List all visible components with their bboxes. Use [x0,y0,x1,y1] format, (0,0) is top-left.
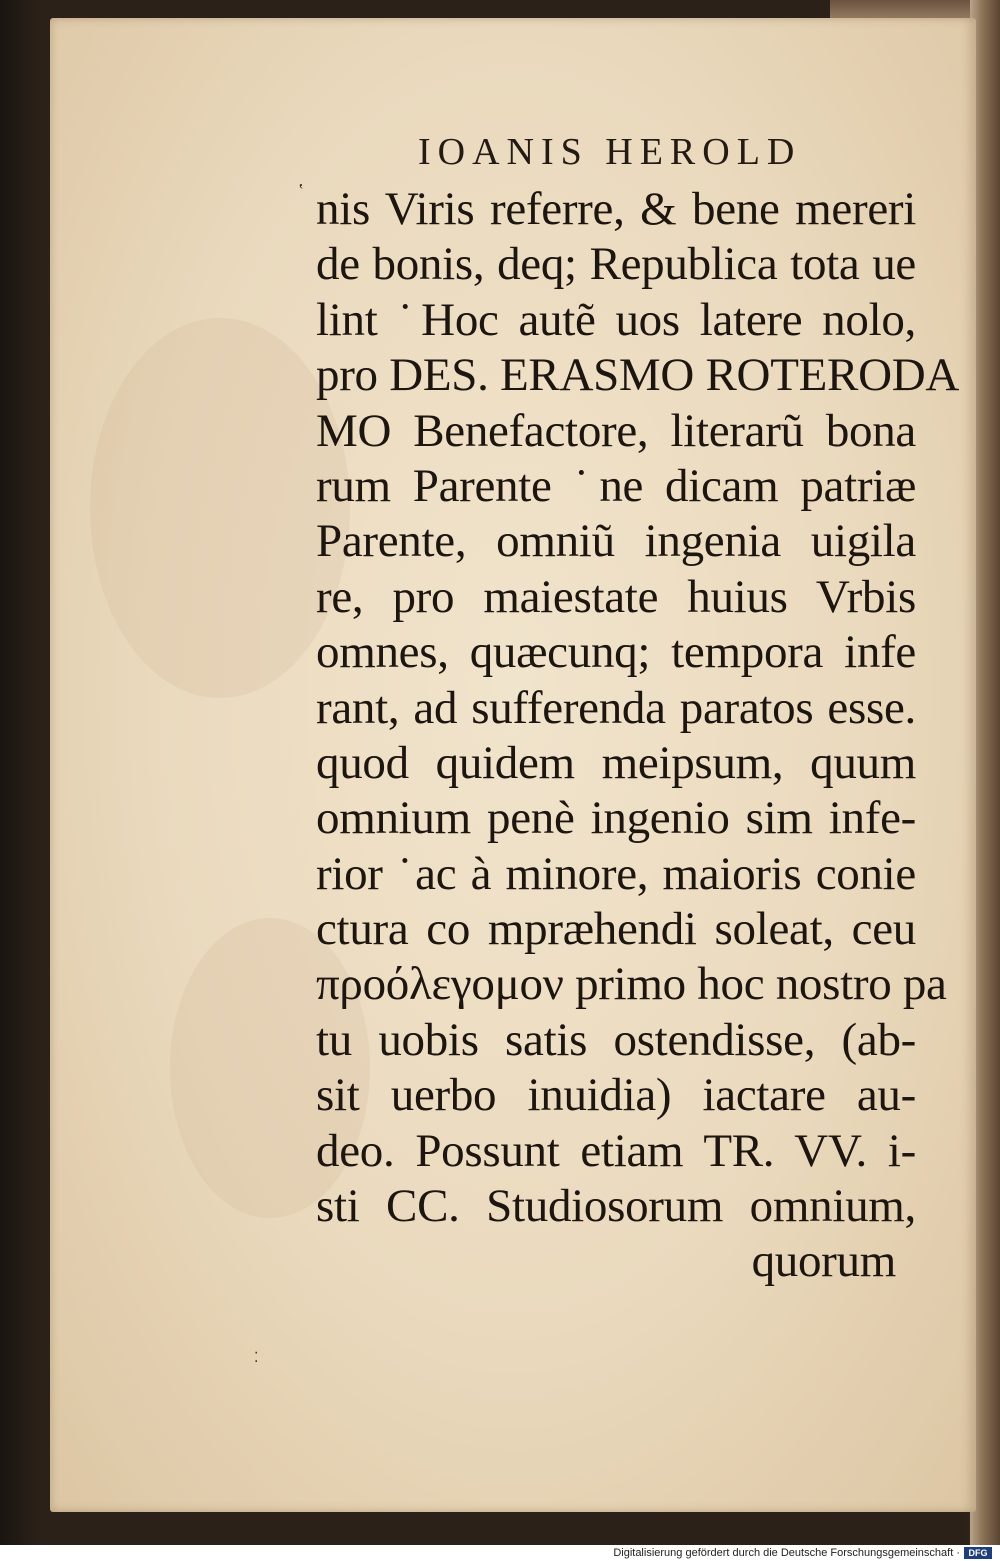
text-line: omnes, quæcunq; tempora infe [316,626,916,679]
text-line: rior ˙ac à minore, maioris conie [316,847,916,900]
text-line: sit uerbo inuidia) iactare au- [316,1069,916,1122]
text-line: de bonis, deq; Republica tota ue [316,238,916,291]
funding-credit: Digitalisierung gefördert durch die Deutsche Forschungsgemeinschaft · [613,1547,960,1559]
text-line: quod quidem meipsum, quum [316,736,916,789]
text-line: deo. Possunt etiam TR. VV. i- [316,1124,916,1177]
text-line: nis Viris referre, & bene mereri [316,183,916,235]
page-text [316,182,959,1290]
text-line: pro DES. ERASMO ROTERODA [316,349,959,402]
text-line: προόλεγομον primo hoc nostro pa [316,958,947,1011]
dfg-logo: DFG [964,1547,992,1559]
text-line: MO Benefactore, literarũ bona [316,404,916,457]
text-line: tu uobis satis ostendisse, (ab- [316,1013,916,1066]
text-line: lint ˙Hoc autẽ uos latere nolo, [316,293,916,346]
text-line: sti CC. Studiosorum omnium, [316,1180,916,1233]
catchword: quorum [751,1235,896,1288]
text-line: rant, ad sufferenda paratos esse. [316,681,916,734]
running-head: IOANIS HEROLD [418,131,802,173]
text-line: omnium penè ingenio sim infe- [316,792,916,845]
text-line: ctura co mpræhendi soleat, ceu [316,903,916,956]
margin-mark: ‛ [298,180,304,200]
text-line: re, pro maiestate huius Vrbis [316,570,916,623]
page-stain [90,318,350,698]
text-line: rum Parente ˙ne dicam patriæ [316,459,916,512]
margin-dots: ⁚ [254,1351,259,1366]
text-line: Parente, omniũ ingenia uigila [316,515,916,568]
